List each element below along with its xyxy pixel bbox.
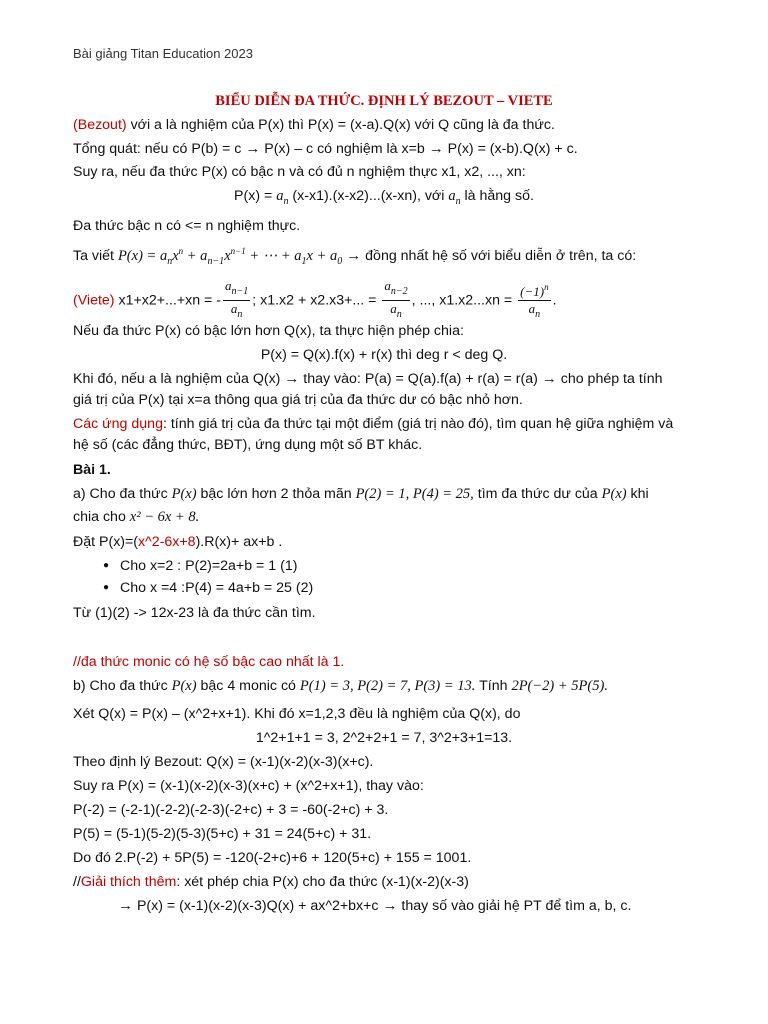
problem-a-part-4: khi xyxy=(626,486,649,502)
explanation-text: : xét phép chia P(x) cho đa thức (x-1)(x-2)(x-3) xyxy=(176,874,469,890)
page-header: Bài giảng Titan Education 2023 xyxy=(73,46,253,61)
explanation-tag: Giải thích thêm xyxy=(80,874,177,890)
divisor-polynomial: x² − 6x + 8. xyxy=(129,509,200,525)
taviet-part-2: đồng nhất hệ số với biểu diễn ở trên, ta có: xyxy=(361,248,637,264)
px-symbol: P(x) xyxy=(171,678,197,694)
applications-statement xyxy=(73,415,673,433)
p-5: P(5) = (5-1)(5-2)(5-3)(5+c) + 31 = 24(5+c) + 31. xyxy=(73,826,372,842)
viete-end: . xyxy=(552,292,557,309)
problem-a-chia: chia cho xyxy=(73,509,130,525)
applications-line-2: hệ số (các đẳng thức, BĐT), ứng dụng một số BT khác. xyxy=(73,437,423,453)
problem-b-part-3: Tính xyxy=(475,678,512,694)
problem-b-target: 2P(−2) + 5P(5). xyxy=(511,678,608,694)
px-part-3: là hằng số. xyxy=(460,188,534,204)
an-symbol: a xyxy=(448,188,456,204)
problem-a-part-2: bậc lớn hơn 2 thỏa mãn xyxy=(196,486,356,502)
division-formula: P(x) = Q(x).f(x) + r(x) thì deg r < deg Q. xyxy=(260,347,508,363)
problem-b-part-1: b) Cho đa thức xyxy=(73,678,172,694)
taviet-statement xyxy=(73,242,636,271)
degree-note: Đa thức bậc n có <= n nghiệm thực. xyxy=(73,218,301,234)
arrow-icon: → xyxy=(118,897,133,914)
polynomial-general-form: $P(x) = a_nx^n + a_{n-1}x^{n-1}$ + ⋯ + $a_1x + a_0$ xyxy=(117,246,343,267)
set-part-2: ).R(x)+ ax+b . xyxy=(195,534,283,550)
comment-prefix: // xyxy=(73,874,81,890)
an-subscript: n xyxy=(283,196,289,207)
problem-a xyxy=(73,485,649,503)
arrow-icon: → xyxy=(245,140,261,157)
taviet-part-1: Ta viết xyxy=(73,248,118,264)
general-part-2: P(x) – c có nghiệm là x=b xyxy=(260,141,429,157)
bullet-icon: ● xyxy=(103,582,110,593)
px-factored-formula xyxy=(0,187,768,211)
general-part-1: Tổng quát: nếu có P(b) = c xyxy=(73,141,246,157)
suyra-statement: Suy ra, nếu đa thức P(x) có bậc n và có đủ n nghiệm thực x1, x2, ..., xn: xyxy=(73,164,526,180)
px-symbol: P(x) xyxy=(601,486,627,502)
arrow-icon: → xyxy=(346,247,362,264)
result-line: Do đó 2.P(-2) + 5P(5) = -120(-2+c)+6 + 120(5+c) + 155 = 1001. xyxy=(73,850,472,866)
conclusion-a: Từ (1)(2) -> 12x-23 là đa thức cần tìm. xyxy=(73,605,316,621)
px-part-2: (x-x1).(x-x2)...(x-xn), với xyxy=(288,188,449,204)
set-px xyxy=(73,533,282,551)
problem-a-part-1: a) Cho đa thức xyxy=(73,486,172,502)
an-subscript: n xyxy=(455,196,461,207)
khido-statement xyxy=(73,370,663,388)
set-part-1: Đặt P(x)=( xyxy=(73,534,139,550)
suyra-px: Suy ra P(x) = (x-1)(x-2)(x-3)(x+c) + (x^2+x+1), thay vào: xyxy=(73,778,424,794)
px-symbol: P(x) xyxy=(171,486,197,502)
viete-tag: (Viete) xyxy=(73,292,115,309)
viete-pair: ; x1.x2 + x2.x3+... = xyxy=(252,292,381,309)
problem-a-line-2 xyxy=(73,508,199,526)
p-minus-2: P(-2) = (-2-1)(-2-2)(-2-3)(-2+c) + 3 = -60(-2+c) + 3. xyxy=(73,802,389,818)
arrow-icon: → xyxy=(284,370,300,387)
arrow-icon: → xyxy=(428,140,444,157)
arrow-icon: → xyxy=(541,370,557,387)
final-part-1: P(x) = (x-1)(x-2)(x-3)Q(x) + ax^2+bx+c xyxy=(133,898,383,914)
problem-b-part-2: bậc 4 monic có xyxy=(196,678,300,694)
viete-formulas xyxy=(73,278,557,323)
bullet-item-2: Cho x =4 :P(4) = 4a+b = 25 (2) xyxy=(120,580,314,596)
px-part-1: P(x) = xyxy=(234,188,277,204)
explanation-comment xyxy=(73,873,469,891)
viete-product: , ..., x1.x2...xn = xyxy=(411,292,517,309)
general-statement xyxy=(73,140,578,158)
bezout-application: Theo định lý Bezout: Q(x) = (x-1)(x-2)(x-3)(x+c). xyxy=(73,754,374,770)
applications-text: : tính giá trị của đa thức tại một điểm (giá trị nào đó), tìm quan hệ giữa nghiệm và xyxy=(162,416,674,432)
poly-head: P(x) = a xyxy=(117,248,168,264)
final-part-2: thay số vào giải hệ PT để tìm a, b, c. xyxy=(397,898,632,914)
problem-b-condition: P(1) = 3, P(2) = 7, P(3) = 13. xyxy=(299,678,476,694)
an-symbol: a xyxy=(276,188,284,204)
applications-tag: Các ứng dụng xyxy=(73,416,163,432)
problem-a-condition: P(2) = 1, P(4) = 25, xyxy=(355,486,474,502)
final-method xyxy=(118,897,631,915)
monic-comment: //đa thức monic có hệ số bậc cao nhất là 1. xyxy=(73,654,345,670)
khido-line-2: giá trị của P(x) tại x=a thông qua giá trị của đa thức dư có bậc nhỏ hơn. xyxy=(73,392,523,408)
bezout-text: với a là nghiệm của P(x) thì P(x) = (x-a).Q(x) với Q cũng là đa thức. xyxy=(126,117,555,133)
bullet-icon: ● xyxy=(103,560,110,571)
bullet-item-1: Cho x=2 : P(2)=2a+b = 1 (1) xyxy=(120,558,298,574)
viete-fraction-1: $\frac{a_{n-1}}{a_n}$ xyxy=(225,278,249,320)
bezout-statement xyxy=(73,116,555,134)
arrow-icon: → xyxy=(382,897,398,914)
xet-statement: Xét Q(x) = P(x) – (x^2+x+1). Khi đó x=1,2,3 đều là nghiệm của Q(x), do xyxy=(73,706,521,722)
document-title: BIỂU DIỄN ĐA THỨC. ĐỊNH LÝ BEZOUT – VIETE xyxy=(215,93,553,109)
khido-part-2: thay vào: P(a) = Q(a).f(a) + r(a) = r(a) xyxy=(299,371,542,387)
viete-fraction-3: $\frac{(-1)^n}{a_n}$ xyxy=(518,279,550,323)
viete-sum: x1+x2+...+xn = - xyxy=(114,292,221,309)
khido-part-3: cho phép ta tính xyxy=(556,371,663,387)
problem-a-part-3: tìm đa thức dư của xyxy=(473,486,602,502)
viete-fraction-2: $\frac{a_{n-2}}{a_n}$ xyxy=(384,278,408,320)
division-intro: Nếu đa thức P(x) có bậc lớn hơn Q(x), ta thực hiện phép chia: xyxy=(73,323,464,339)
general-part-3: P(x) = (x-b).Q(x) + c. xyxy=(443,141,578,157)
exercise-heading: Bài 1. xyxy=(73,462,111,478)
values-line: 1^2+1+1 = 3, 2^2+2+1 = 7, 3^2+3+1=13. xyxy=(255,730,513,746)
divisor-highlight: x^2-6x+8 xyxy=(138,534,196,550)
problem-b xyxy=(73,677,608,695)
bezout-tag: (Bezout) xyxy=(73,117,127,133)
khido-part-1: Khi đó, nếu a là nghiệm của Q(x) xyxy=(73,371,285,387)
